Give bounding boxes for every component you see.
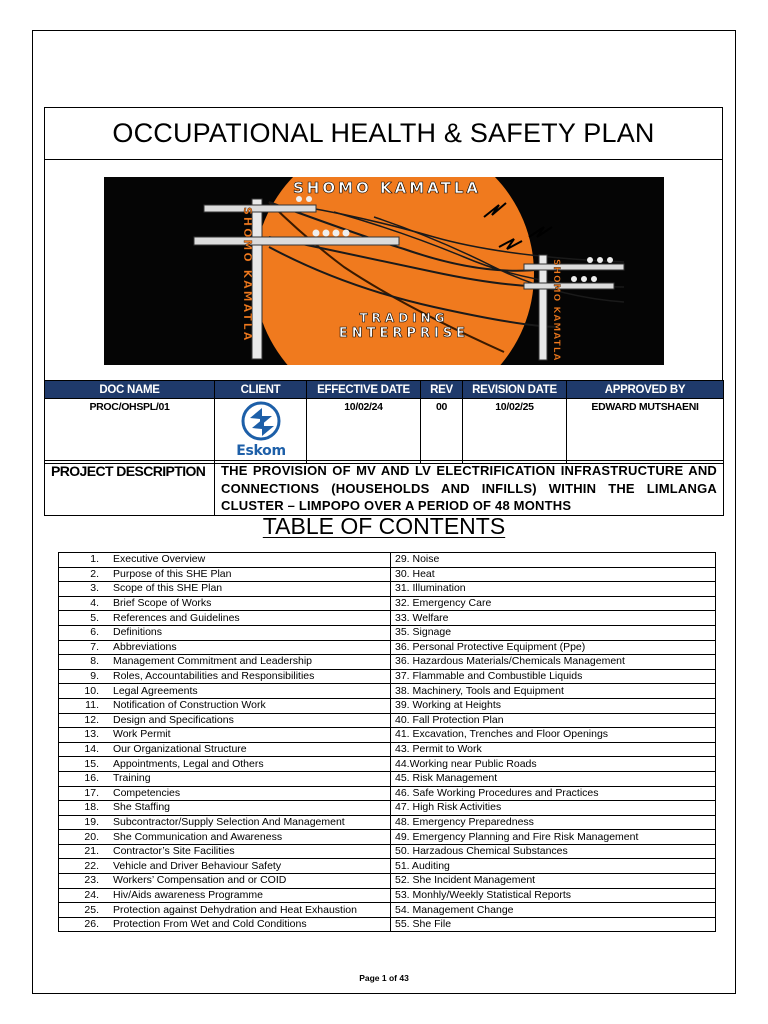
toc-row: [59, 625, 716, 640]
toc-entry-left: [59, 713, 391, 728]
toc-row: [59, 874, 716, 889]
toc-entry-number: 2.: [90, 567, 99, 580]
toc-row: [59, 786, 716, 801]
toc-entry-number: 18.: [84, 801, 99, 814]
toc-entry-title: Competencies: [113, 786, 181, 799]
toc-entry-right: 30. Heat: [391, 567, 716, 582]
toc-entry-right: 40. Fall Protection Plan: [391, 713, 716, 728]
toc-entry-left: [59, 903, 391, 918]
toc-entry-number: 23.: [84, 874, 99, 887]
project-row: [45, 461, 724, 516]
toc-entry-right: 35. Signage: [391, 625, 716, 640]
toc-entry-number: 6.: [90, 626, 99, 639]
toc-entry-number: 4.: [90, 597, 99, 610]
toc-row: [59, 917, 716, 932]
toc-entry-number: 1.: [90, 553, 99, 566]
toc-entry-right: 52. She Incident Management: [391, 874, 716, 889]
toc-entry-left: [59, 669, 391, 684]
toc-entry-title: Protection against Dehydration and Heat Exhaustion: [113, 903, 357, 916]
header-client: CLIENT: [215, 381, 307, 399]
toc-entry-left: [59, 640, 391, 655]
toc-entry-number: 7.: [90, 640, 99, 653]
toc-entry-number: 17.: [84, 786, 99, 799]
logo-side-text-right: SHOMO KAMATLA: [551, 259, 561, 362]
effective-date-value: 10/02/24: [307, 399, 421, 464]
toc-entry-number: 11.: [85, 699, 99, 712]
toc-entry-right: 53. Monhly/Weekly Statistical Reports: [391, 888, 716, 903]
toc-entry-left: [59, 611, 391, 626]
toc-entry-title: She Staffing: [113, 801, 171, 814]
toc-title: TABLE OF CONTENTS: [262, 513, 506, 539]
toc-entry-number: 12.: [84, 713, 99, 726]
document-title: OCCUPATIONAL HEALTH & SAFETY PLAN: [112, 118, 655, 148]
header-doc-name: DOC NAME: [45, 381, 215, 399]
toc-entry-right: 47. High Risk Activities: [391, 801, 716, 816]
toc-entry-number: 3.: [90, 582, 99, 595]
toc-row: [59, 582, 716, 597]
toc-entry-title: Definitions: [113, 626, 163, 639]
title-box: [44, 107, 723, 160]
logo-top-text: SHOMO KAMATLA: [292, 179, 482, 197]
toc-entry-title: She Communication and Awareness: [113, 830, 283, 843]
toc-entry-right: 31. Illumination: [391, 582, 716, 597]
toc-entry-left: [59, 917, 391, 932]
toc-entry-left: [59, 582, 391, 597]
toc-entry-title: Training: [113, 772, 151, 785]
toc-entry-left: [59, 815, 391, 830]
toc-entry-right: 39. Working at Heights: [391, 698, 716, 713]
toc-entry-number: 20.: [84, 830, 99, 843]
toc-entry-right: 29. Noise: [391, 553, 716, 568]
project-description-text: THE PROVISION OF MV AND LV ELECTRIFICATION INFRASTRUCTURE AND CONNECTIONS (HOUSEHOLDS AND INFILLS) WITHIN THE LIMLANGA CLUSTER – LIMPOPO OVER A PERIOD OF 48 MONTHS: [215, 461, 724, 516]
toc-entry-number: 10.: [84, 684, 99, 697]
toc-row: [59, 815, 716, 830]
toc-row: [59, 655, 716, 670]
toc-entry-title: Legal Agreements: [113, 684, 198, 697]
toc-entry-number: 14.: [84, 743, 99, 756]
logo-side-text-left: SHOMO KAMATLA: [241, 207, 254, 343]
toc-entry-number: 8.: [90, 655, 99, 668]
toc-entry-title: Workers’ Compensation and or COID: [113, 874, 287, 887]
toc-entry-left: [59, 698, 391, 713]
toc-row: [59, 728, 716, 743]
toc-entry-title: Work Permit: [113, 728, 171, 741]
toc-row: [59, 684, 716, 699]
toc-entry-right: 50. Harzadous Chemical Substances: [391, 844, 716, 859]
toc-entry-number: 22.: [84, 859, 99, 872]
project-description-label: PROJECT DESCRIPTION: [45, 461, 215, 516]
toc-entry-left: [59, 625, 391, 640]
toc-entry-title: Subcontractor/Supply Selection And Management: [113, 815, 345, 828]
toc-entry-left: [59, 888, 391, 903]
toc-entry-right: 46. Safe Working Procedures and Practices: [391, 786, 716, 801]
toc-entry-right: 51. Auditing: [391, 859, 716, 874]
toc-entry-left: [59, 830, 391, 845]
toc-entry-left: [59, 567, 391, 582]
toc-body: [59, 553, 716, 932]
doc-name-value: PROC/OHSPL/01: [45, 399, 215, 464]
toc-entry-title: Vehicle and Driver Behaviour Safety: [113, 859, 282, 872]
toc-entry-number: 24.: [84, 888, 99, 901]
toc-entry-title: Notification of Construction Work: [113, 699, 266, 712]
header-effective-date: EFFECTIVE DATE: [307, 381, 421, 399]
toc-entry-number: 16.: [84, 772, 99, 785]
toc-entry-title: Abbreviations: [113, 640, 177, 653]
company-logo: [104, 177, 664, 365]
toc-row: [59, 859, 716, 874]
toc-row: [59, 742, 716, 757]
company-logo-graphic: [104, 177, 664, 365]
toc-table: [58, 552, 716, 932]
toc-entry-number: 5.: [90, 611, 99, 624]
toc-entry-title: Hiv/Aids awareness Programme: [113, 888, 263, 901]
toc-row: [59, 757, 716, 772]
toc-entry-right: 33. Welfare: [391, 611, 716, 626]
header-rev: REV: [421, 381, 463, 399]
toc-entry-left: [59, 684, 391, 699]
toc-entry-right: 49. Emergency Planning and Fire Risk Management: [391, 830, 716, 845]
toc-entry-left: [59, 742, 391, 757]
logo-bottom-text-2: ENTERPRISE: [338, 326, 470, 341]
toc-entry-number: 25.: [84, 903, 99, 916]
toc-entry-title: Protection From Wet and Cold Conditions: [113, 918, 307, 931]
toc-entry-title: Our Organizational Structure: [113, 743, 247, 756]
toc-entry-right: 32. Emergency Care: [391, 596, 716, 611]
toc-entry-number: 13.: [84, 728, 99, 741]
toc-row: [59, 567, 716, 582]
eskom-logo: [231, 400, 291, 460]
toc-entry-left: [59, 786, 391, 801]
client-logo-cell: [215, 399, 307, 464]
revision-date-value: 10/02/25: [463, 399, 567, 464]
rev-value: 00: [421, 399, 463, 464]
toc-entry-left: [59, 859, 391, 874]
page-number: Page 1 of 43: [359, 973, 409, 983]
toc-entry-left: [59, 844, 391, 859]
eskom-logo-text: Eskom: [235, 443, 286, 459]
toc-entry-title: Design and Specifications: [113, 713, 234, 726]
toc-entry-right: 44.Working near Public Roads: [391, 757, 716, 772]
toc-row: [59, 830, 716, 845]
toc-row: [59, 640, 716, 655]
toc-entry-right: 45. Risk Management: [391, 771, 716, 786]
toc-entry-left: [59, 757, 391, 772]
toc-entry-title: Executive Overview: [113, 553, 206, 566]
toc-entry-left: [59, 655, 391, 670]
toc-row: [59, 888, 716, 903]
toc-entry-right: 36. Personal Protective Equipment (Ppe): [391, 640, 716, 655]
toc-entry-right: 38. Machinery, Tools and Equipment: [391, 684, 716, 699]
toc-entry-left: [59, 553, 391, 568]
toc-row: [59, 698, 716, 713]
toc-entry-title: Contractor’s Site Facilities: [113, 845, 235, 858]
toc-entry-left: [59, 874, 391, 889]
approved-by-value: EDWARD MUTSHAENI: [567, 399, 724, 464]
toc-entry-title: Appointments, Legal and Others: [113, 757, 264, 770]
toc-entry-number: 9.: [90, 670, 99, 683]
toc-entry-left: [59, 728, 391, 743]
toc-entry-left: [59, 596, 391, 611]
toc-entry-left: [59, 801, 391, 816]
toc-row: [59, 553, 716, 568]
toc-entry-right: 37. Flammable and Combustible Liquids: [391, 669, 716, 684]
meta-header-row: [45, 381, 724, 399]
toc-entry-title: References and Guidelines: [113, 611, 240, 624]
toc-row: [59, 596, 716, 611]
toc-entry-number: 26.: [84, 918, 99, 931]
toc-entry-right: 43. Permit to Work: [391, 742, 716, 757]
toc-entry-title: Management Commitment and Leadership: [113, 655, 313, 668]
toc-row: [59, 713, 716, 728]
toc-row: [59, 903, 716, 918]
document-meta-table: [44, 380, 724, 464]
toc-row: [59, 801, 716, 816]
toc-row: [59, 611, 716, 626]
toc-entry-title: Purpose of this SHE Plan: [113, 567, 232, 580]
toc-entry-number: 15.: [84, 757, 99, 770]
toc-row: [59, 669, 716, 684]
logo-bottom-text-1: TRADING: [359, 311, 449, 325]
toc-entry-number: 21.: [84, 845, 99, 858]
toc-entry-right: 41. Excavation, Trenches and Floor Openings: [391, 728, 716, 743]
toc-entry-right: 48. Emergency Preparedness: [391, 815, 716, 830]
toc-entry-right: 54. Management Change: [391, 903, 716, 918]
toc-entry-right: 36. Hazardous Materials/Chemicals Management: [391, 655, 716, 670]
toc-entry-title: Roles, Accountabilities and Responsibilities: [113, 670, 315, 683]
toc-entry-number: 19.: [84, 815, 99, 828]
toc-entry-left: [59, 771, 391, 786]
header-approved-by: APPROVED BY: [567, 381, 724, 399]
toc-heading: [0, 513, 768, 540]
project-description-table: [44, 460, 724, 516]
toc-row: [59, 844, 716, 859]
header-revision-date: REVISION DATE: [463, 381, 567, 399]
toc-entry-title: Brief Scope of Works: [113, 597, 212, 610]
toc-entry-right: 55. She File: [391, 917, 716, 932]
toc-row: [59, 771, 716, 786]
meta-value-row: [45, 399, 724, 464]
toc-entry-title: Scope of this SHE Plan: [113, 582, 223, 595]
